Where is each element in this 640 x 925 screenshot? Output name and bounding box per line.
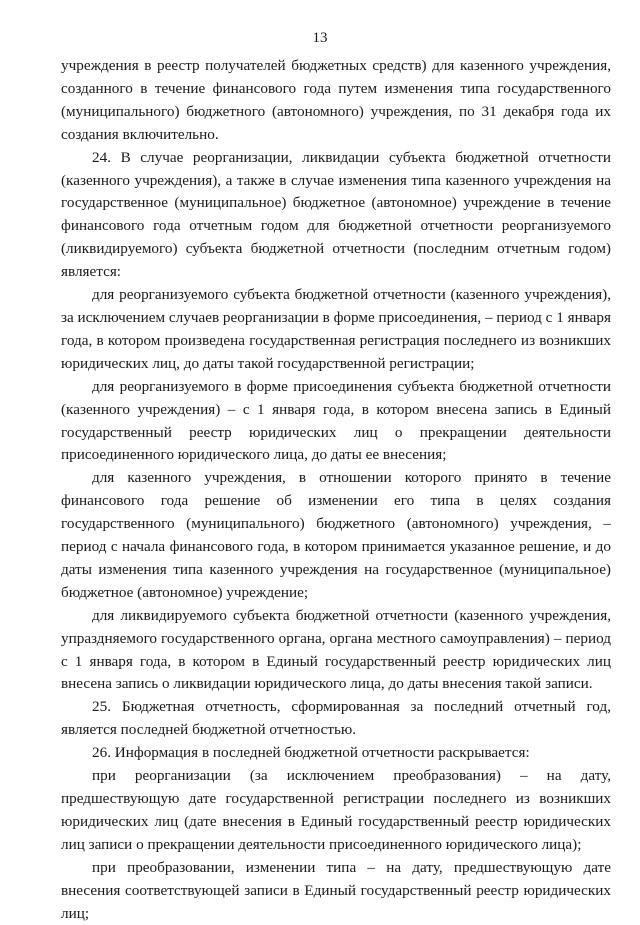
paragraph-continuation: учреждения в реестр получателей бюджетных средств) для казенного учреждения, созданного в течение финансового года путем изменения типа государственного (муниципального) бюджетного (автономного) учреждения, по 31 декабря года их создания включительно. [61,57,611,143]
paragraph-24: 24. В случае реорганизации, ликвидации субъекта бюджетной отчетности (казенного учреждения), а также в случае изменения типа казенного учреждения на государственное (муниципальное) бюджетное (автономное) учреждение в течение финансового года отчетным годом для бюджетной отчетности реорганизуемого (ликвидируемого) субъекта бюджетной отчетности (последним отчетным годом) является: [61,148,611,281]
page-number: 13 [312,30,328,46]
paragraph-24-item-liquidation: для ликвидируемого субъекта бюджетной отчетности (казенного учреждения, упраздняемого государственного органа, органа местного самоуправления) – период с 1 января года, в котором в Единый государственный реестр юридических лиц внесена запись о ликвидации юридического лица, до даты внесения такой записи. [61,606,611,693]
paragraph-24-item-type-change: для казенного учреждения, в отношении которого принято в течение финансового года решение об изменении его типа в целях создания государственного (муниципального) бюджетного (автономного) учреждения, – период с начала финансового года, в котором принимается указанное решение, и до даты изменения типа казенного учреждения на государственное (муниципальное) бюджетное (автономное) учреждение; [61,469,611,601]
document-body [61,55,611,925]
paragraph-25: 25. Бюджетная отчетность, сформированная за последний отчетный год, является последней бюджетной отчетностью. [61,698,611,739]
paragraph-24-item-reorganization: для реорганизуемого субъекта бюджетной отчетности (казенного учреждения), за исключением случаев реорганизации в форме присоединения, – период с 1 января года, в котором произведена государственная регистрация последнего из возникших юридических лиц, до даты такой государственной регистрации; [61,286,611,372]
paragraph-26-item-transformation: при преобразовании, изменении типа – на дату, предшествующую дате внесения соответствующей записи в Единый государственный реестр юридических лиц; [61,858,611,922]
paragraph-24-item-merger: для реорганизуемого в форме присоединения субъекта бюджетной отчетности (казенного учреждения) – с 1 января года, в котором внесена запись в Единый государственный реестр юридических лиц о прекращении деятельности присоединенного юридического лица, до даты ее внесения; [61,377,611,464]
paragraph-26-item-reorganization: при реорганизации (за исключением преобразования) – на дату, предшествующую дате государственной регистрации последнего из возникших юридических лиц (дате внесения в Единый государственный реестр юридических лиц записи о прекращении деятельности присоединенного юридического лица); [61,767,611,853]
paragraph-26: 26. Информация в последней бюджетной отчетности раскрывается: [92,744,530,762]
